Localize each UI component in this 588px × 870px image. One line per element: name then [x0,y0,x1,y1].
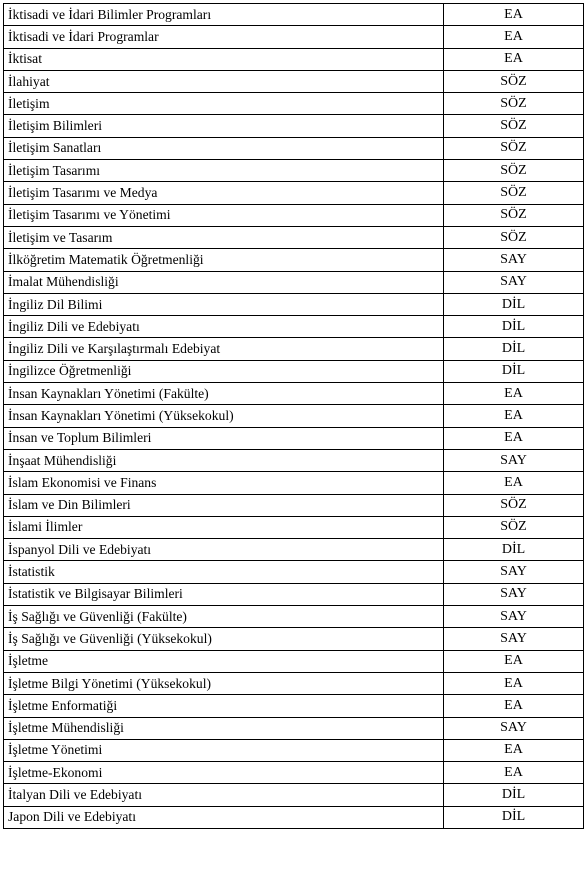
program-name-cell: İslam ve Din Bilimleri [4,494,444,516]
program-name-cell: İnsan Kaynakları Yönetimi (Fakülte) [4,383,444,405]
score-type-cell: DİL [444,316,584,338]
table-row [4,93,584,115]
score-type-cell: EA [444,762,584,784]
program-name-cell: İspanyol Dili ve Edebiyatı [4,539,444,561]
table-row [4,539,584,561]
score-type-cell: EA [444,672,584,694]
program-name-cell: İlahiyat [4,70,444,92]
score-type-cell: EA [444,26,584,48]
score-type-cell: SÖZ [444,137,584,159]
table-row [4,338,584,360]
program-name-cell: İktisadi ve İdari Bilimler Programları [4,4,444,26]
table-row [4,449,584,471]
table-row [4,316,584,338]
program-name-cell: İletişim [4,93,444,115]
score-type-cell: SÖZ [444,226,584,248]
table-row [4,762,584,784]
program-name-cell: İktisadi ve İdari Programlar [4,26,444,48]
score-type-cell: SAY [444,606,584,628]
score-type-cell: SÖZ [444,160,584,182]
program-table-body [4,4,584,829]
table-row [4,784,584,806]
score-type-cell: EA [444,427,584,449]
table-row [4,695,584,717]
score-type-cell: SAY [444,249,584,271]
program-name-cell: İngiliz Dil Bilimi [4,293,444,315]
table-row [4,561,584,583]
program-name-cell: İletişim Tasarımı ve Yönetimi [4,204,444,226]
table-row [4,249,584,271]
program-name-cell: İstatistik [4,561,444,583]
program-name-cell: İşletme-Ekonomi [4,762,444,784]
program-name-cell: İktisat [4,48,444,70]
table-row [4,806,584,828]
program-name-cell: İletişim ve Tasarım [4,226,444,248]
score-type-cell: SÖZ [444,494,584,516]
table-row [4,717,584,739]
table-row [4,26,584,48]
table-row [4,4,584,26]
score-type-cell: EA [444,405,584,427]
program-name-cell: İletişim Sanatları [4,137,444,159]
program-name-cell: İngiliz Dili ve Edebiyatı [4,316,444,338]
score-type-cell: SÖZ [444,70,584,92]
score-type-cell: SAY [444,449,584,471]
table-row [4,182,584,204]
table-row [4,360,584,382]
score-type-cell: DİL [444,806,584,828]
program-name-cell: İşletme Mühendisliği [4,717,444,739]
score-type-cell: DİL [444,784,584,806]
score-type-cell: EA [444,4,584,26]
program-name-cell: İslam Ekonomisi ve Finans [4,472,444,494]
score-type-cell: SAY [444,717,584,739]
score-type-cell: EA [444,739,584,761]
score-type-cell: SÖZ [444,115,584,137]
program-name-cell: İngiliz Dili ve Karşılaştırmalı Edebiyat [4,338,444,360]
score-type-cell: EA [444,695,584,717]
program-name-cell: İnsan ve Toplum Bilimleri [4,427,444,449]
score-type-cell: SÖZ [444,182,584,204]
program-name-cell: Japon Dili ve Edebiyatı [4,806,444,828]
score-type-cell: SÖZ [444,516,584,538]
table-row [4,739,584,761]
table-row [4,160,584,182]
program-name-cell: İtalyan Dili ve Edebiyatı [4,784,444,806]
program-name-cell: İslami İlimler [4,516,444,538]
table-row [4,226,584,248]
table-row [4,650,584,672]
program-name-cell: İngilizce Öğretmenliği [4,360,444,382]
table-row [4,583,584,605]
program-name-cell: İmalat Mühendisliği [4,271,444,293]
table-row [4,672,584,694]
table-row [4,204,584,226]
score-type-cell: SAY [444,561,584,583]
program-name-cell: İlköğretim Matematik Öğretmenliği [4,249,444,271]
program-table [3,3,584,829]
program-name-cell: İstatistik ve Bilgisayar Bilimleri [4,583,444,605]
score-type-cell: EA [444,472,584,494]
table-row [4,48,584,70]
program-name-cell: İşletme Enformatiği [4,695,444,717]
program-name-cell: İnsan Kaynakları Yönetimi (Yüksekokul) [4,405,444,427]
program-name-cell: İşletme Bilgi Yönetimi (Yüksekokul) [4,672,444,694]
score-type-cell: SAY [444,628,584,650]
score-type-cell: SAY [444,583,584,605]
table-row [4,70,584,92]
program-name-cell: İnşaat Mühendisliği [4,449,444,471]
table-row [4,628,584,650]
table-row [4,405,584,427]
table-row [4,115,584,137]
table-row [4,293,584,315]
program-name-cell: İşletme [4,650,444,672]
table-row [4,494,584,516]
program-name-cell: İşletme Yönetimi [4,739,444,761]
table-row [4,606,584,628]
program-name-cell: İş Sağlığı ve Güvenliği (Fakülte) [4,606,444,628]
table-row [4,271,584,293]
score-type-cell: EA [444,383,584,405]
score-type-cell: DİL [444,338,584,360]
table-row [4,427,584,449]
table-row [4,472,584,494]
score-type-cell: DİL [444,293,584,315]
table-row [4,383,584,405]
program-name-cell: İletişim Bilimleri [4,115,444,137]
program-name-cell: İletişim Tasarımı ve Medya [4,182,444,204]
score-type-cell: EA [444,48,584,70]
table-row [4,516,584,538]
score-type-cell: SÖZ [444,204,584,226]
score-type-cell: SAY [444,271,584,293]
table-row [4,137,584,159]
program-name-cell: İş Sağlığı ve Güvenliği (Yüksekokul) [4,628,444,650]
score-type-cell: DİL [444,539,584,561]
score-type-cell: SÖZ [444,93,584,115]
program-name-cell: İletişim Tasarımı [4,160,444,182]
score-type-cell: EA [444,650,584,672]
score-type-cell: DİL [444,360,584,382]
